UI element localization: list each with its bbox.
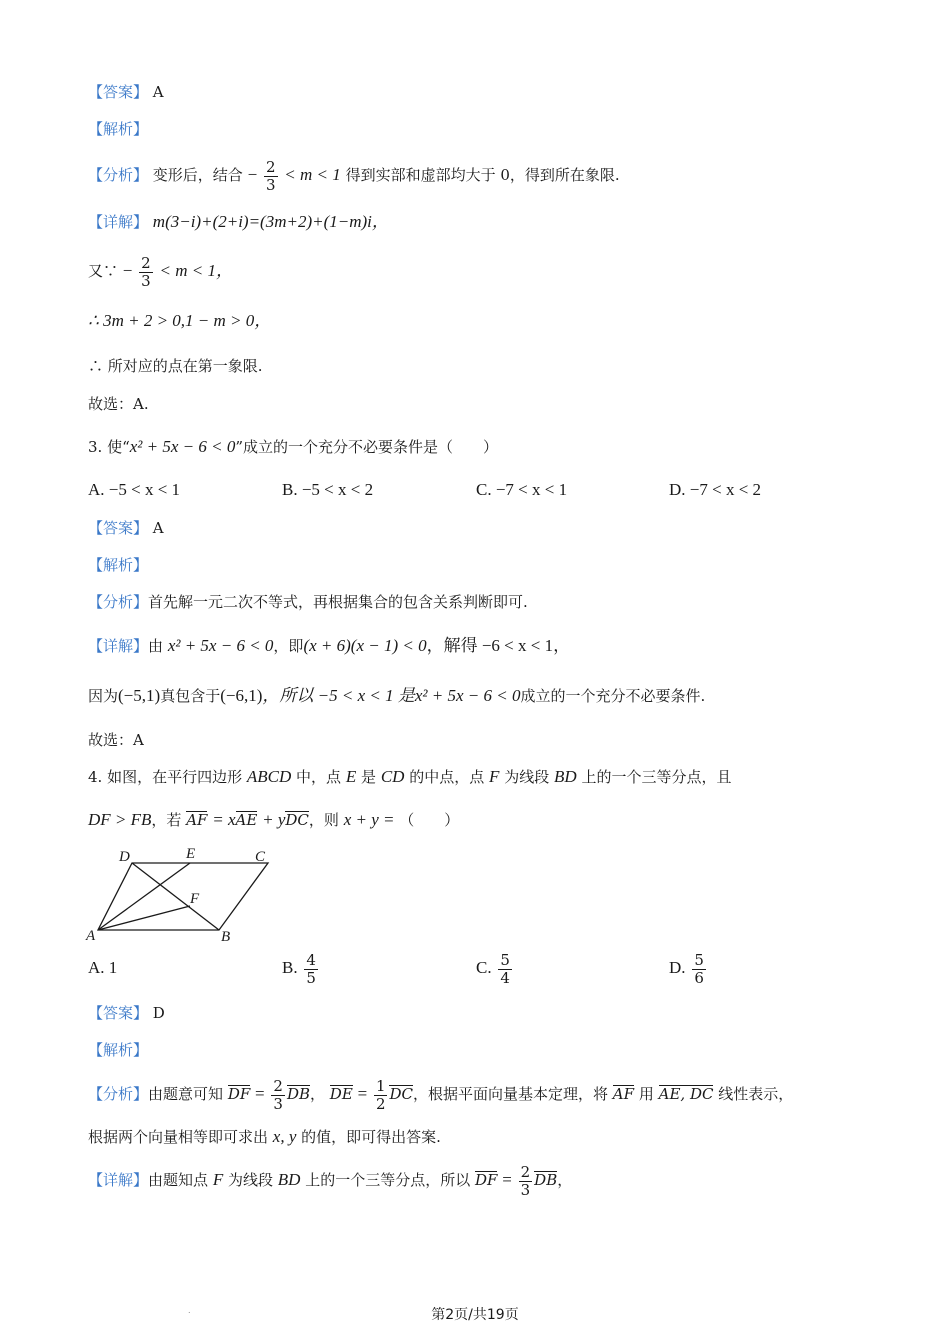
- q4-detail-b: 为线段: [227, 1171, 273, 1189]
- q3-fenxi: [88, 592, 528, 612]
- vector-df: DF: [475, 1171, 498, 1189]
- q4-stem1-c: 的中点，点: [409, 768, 485, 786]
- q2-answer-line: [88, 82, 164, 102]
- vector-df: DF: [227, 1085, 251, 1103]
- vector-ae-dc: AE, DC: [658, 1085, 714, 1103]
- q3-factor: (x + 6)(x − 1) < 0: [303, 636, 427, 655]
- q4-stem-2: [88, 810, 459, 830]
- q3-detail-pre: 由: [148, 637, 164, 655]
- q4-stem-1: [88, 767, 731, 787]
- q4-stem1-b: 是: [361, 768, 377, 786]
- fraction-two-thirds: $\frac{2}{3}$: [141, 253, 151, 290]
- q4-detail: [88, 1160, 572, 1200]
- page-footer: 第2页/共19页: [431, 1307, 519, 1323]
- q2-therefore: ∴ 3m + 2 > 0,1 − m > 0，: [88, 311, 272, 330]
- q2-detail-eq: m(3−i)+(2+i)=(3m+2)+(1−m)i，: [152, 212, 389, 231]
- q2-fenxi-post: 得到实部和虚部均大于 0，得到所在象限.: [345, 166, 620, 184]
- q4-answer-line: [88, 1003, 165, 1023]
- interval-1: (−5,1): [118, 686, 161, 705]
- abcd: ABCD: [246, 767, 292, 786]
- fraction-five-sixths: $\frac{5}{6}$: [694, 950, 704, 987]
- eq-sign: =: [502, 1170, 512, 1189]
- xy: x, y: [272, 1127, 297, 1146]
- q4-option-b[interactable]: [282, 946, 320, 990]
- fenxi-tag: 【分析】: [88, 593, 149, 611]
- q3-line2-mid: 真包含于: [160, 687, 221, 705]
- label-d: D: [119, 849, 130, 865]
- q3-line2-post: 成立的一个充分不必要条件.: [520, 687, 706, 705]
- q3-detail-post: ，解得 −6 < x < 1，: [426, 636, 571, 655]
- q3-quad: x² + 5x − 6 < 0: [129, 437, 236, 456]
- q3-detail-mid: ，即: [273, 637, 304, 655]
- q3-line2-mid2: ，所以 −5 < x < 1 是: [262, 686, 415, 705]
- vector-af: AF: [186, 811, 208, 829]
- ineq-tail: < m < 1: [284, 165, 341, 184]
- cond-df-gt-fb: DF > FB: [88, 810, 152, 829]
- q4-fenxi-d: 线性表示，: [718, 1085, 794, 1103]
- q3-choose: 故选：A: [88, 731, 144, 749]
- q4-answer: D: [152, 1004, 165, 1022]
- q4-stem1-e: 上的一个三等分点，且: [581, 768, 732, 786]
- label-b: B: [221, 929, 231, 944]
- label-f: F: [190, 891, 200, 907]
- fraction-four-fifths: $\frac{4}{5}$: [306, 950, 316, 987]
- q2-you: [88, 252, 233, 290]
- q4-fenxi-b: ，根据平面向量基本定理，将: [413, 1085, 609, 1103]
- label-a: A: [86, 928, 96, 944]
- minus-sign: −: [122, 261, 133, 280]
- answer-tag: 【答案】: [88, 83, 149, 101]
- segment-cd: CD: [380, 767, 405, 786]
- segment-af: [98, 906, 190, 930]
- vector-db: DB: [534, 1171, 558, 1189]
- q3-answer-line: [88, 518, 164, 538]
- footer-dot: .: [188, 1306, 191, 1315]
- vector-de: DE: [329, 1085, 353, 1103]
- q4-fenxi-line2-pre: 根据两个向量相等即可求出: [88, 1128, 269, 1146]
- answer-tag: 【答案】: [88, 1004, 149, 1022]
- parallelogram-abcd: [98, 863, 268, 930]
- q3-answer: A: [152, 519, 164, 537]
- q3-fenxi-text: 首先解一元二次不等式，再根据集合的包含关系判断即可.: [148, 593, 528, 611]
- fraction-five-fourths: $\frac{5}{4}$: [500, 950, 510, 987]
- fenxi-tag: 【分析】: [88, 166, 149, 184]
- q4-option-d[interactable]: [669, 946, 708, 990]
- label-e: E: [186, 846, 196, 862]
- q3-stem-pre: 3. 使“: [88, 438, 130, 456]
- q4-stem1-pre: 4. 如图，在平行四边形: [88, 768, 243, 786]
- vector-af: AF: [612, 1085, 635, 1103]
- q3-quad: x² + 5x − 6 < 0: [167, 636, 274, 655]
- q4-stem1-d: 为线段: [504, 768, 550, 786]
- eq-sign: =: [357, 1084, 368, 1103]
- q4-detail-a: 由题知点: [148, 1171, 209, 1189]
- q3-stem: [88, 437, 498, 457]
- analysis-tag: 【解析】: [88, 120, 149, 138]
- analysis-tag: 【解析】: [88, 1041, 149, 1059]
- q4-fenxi: 【分析】由题意可知 DF = $\frac{2}{3}$ DB， DE = $\frac{1}{2}$ DC，根据平面向量基本定理，将 AF 用 AE, DC 线性表示，: [88, 1076, 794, 1113]
- vector-ae: AE: [235, 811, 258, 829]
- q4-option-c[interactable]: [476, 946, 514, 990]
- interval-2: (−6,1): [220, 686, 263, 705]
- eq-sign: =: [255, 1084, 265, 1103]
- minus-sign: −: [247, 165, 258, 184]
- point-e: E: [345, 767, 357, 786]
- q2-conclusion: ∴ 所对应的点在第一象限.: [88, 357, 263, 375]
- q3-line2: [88, 686, 705, 706]
- q4-fenxi-line2: [88, 1127, 441, 1147]
- you-text: 又∵: [88, 262, 119, 280]
- segment-bd: BD: [553, 767, 577, 786]
- x-plus-y: x + y =: [343, 810, 395, 829]
- q3-option-d[interactable]: D. −7 < x < 2: [669, 480, 762, 499]
- xiangjie-tag: 【详解】: [88, 637, 149, 655]
- q4-stem2-a: ，若: [151, 811, 182, 829]
- fraction-one-half: $\frac{1}{2}$: [375, 1076, 386, 1113]
- q3-option-b[interactable]: B. −5 < x < 2: [282, 480, 374, 499]
- label-c: C: [255, 849, 266, 865]
- q4-stem2-b: ，则: [308, 811, 339, 829]
- q3-option-c[interactable]: C. −7 < x < 1: [476, 480, 568, 499]
- xiangjie-tag: 【详解】: [88, 1171, 149, 1189]
- point-f: F: [212, 1170, 224, 1189]
- point-f: F: [489, 767, 500, 786]
- ineq-tail: < m < 1，: [159, 261, 233, 280]
- xiangjie-tag: 【详解】: [88, 213, 149, 231]
- q2-fenxi: [88, 156, 620, 194]
- analysis-tag: 【解析】: [88, 556, 149, 574]
- paren: （ ）: [399, 811, 460, 829]
- opt-d-label: D.: [669, 958, 686, 977]
- fraction-two-thirds: $\frac{2}{3}$: [273, 1076, 283, 1113]
- vector-dc: DC: [389, 1085, 413, 1103]
- segment-bd: BD: [277, 1170, 301, 1189]
- q4-detail-end: ，: [557, 1171, 573, 1189]
- q2-fenxi-pre: 变形后，结合: [152, 166, 243, 184]
- plus-y: + y: [262, 810, 286, 829]
- fraction-two-thirds: $\frac{2}{3}$: [520, 1162, 531, 1199]
- opt-b-label: B.: [282, 958, 298, 977]
- q3-option-a[interactable]: A. −5 < x < 1: [88, 480, 181, 499]
- q3-stem-post: ”成立的一个充分不必要条件是（ ）: [235, 438, 499, 456]
- q4-detail-c: 上的一个三等分点，所以: [305, 1171, 471, 1189]
- q4-option-a[interactable]: A. 1: [88, 958, 118, 977]
- q4-fenxi-line2-post: 的值，即可得出答案.: [301, 1128, 441, 1146]
- vector-db: DB: [286, 1085, 311, 1103]
- fraction-two-thirds: $\frac{2}{3}$: [265, 157, 276, 194]
- fenxi-tag: 【分析】: [88, 1085, 149, 1103]
- parallelogram-figure: [84, 844, 284, 944]
- q3-line2-pre: 因为: [88, 687, 119, 705]
- q4-stem1-a: 中，点: [296, 768, 342, 786]
- q4-fenxi-a: 由题意可知: [148, 1085, 224, 1103]
- q2-detail: [88, 212, 389, 232]
- q2-answer: A: [152, 83, 164, 101]
- vector-dc: DC: [285, 811, 309, 829]
- q3-detail: [88, 636, 570, 656]
- q2-choose: 故选：A.: [88, 395, 149, 413]
- q3-quad: x² + 5x − 6 < 0: [414, 686, 521, 705]
- eq-x: = x: [212, 810, 236, 829]
- answer-tag: 【答案】: [88, 519, 149, 537]
- q4-fenxi-c: 用: [638, 1085, 654, 1103]
- opt-c-label: C.: [476, 958, 492, 977]
